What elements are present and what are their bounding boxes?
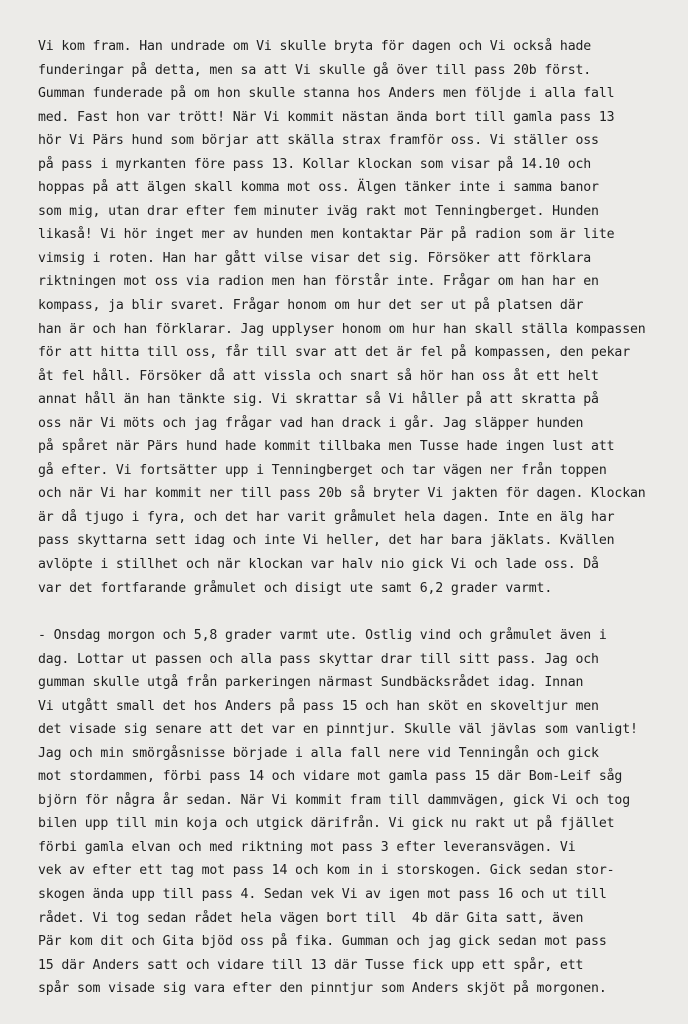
text-line: Pär kom dit och Gita bjöd oss på fika. Gumman och jag gick sedan mot pass [38, 934, 607, 950]
text-line: bilen upp till min koja och utgick därifrån. Vi gick nu rakt ut på fjället [38, 816, 615, 832]
text-line: björn för några år sedan. När Vi kommit fram till dammvägen, gick Vi och tog [38, 792, 631, 808]
text-line: var det fortfarande gråmulet och disigt ute samt 6,2 grader varmt. [38, 580, 553, 596]
text-line: mot stordammen, förbi pass 14 och vidare mot gamla pass 15 där Bom-Leif såg [38, 769, 623, 785]
paragraph-2 [38, 624, 664, 1001]
text-line: hoppas på att älgen skall komma mot oss. Älgen tänker inte i samma banor [38, 180, 599, 196]
text-line: avlöpte i stillhet och när klockan var halv nio gick Vi och lade oss. Då [38, 557, 599, 573]
text-line: kompass, ja blir svaret. Frågar honom om hur det ser ut på platsen där [38, 298, 584, 314]
text-line: det visade sig senare att det var en pinntjur. Skulle väl jävlas som vanligt! [38, 722, 638, 738]
text-line: förbi gamla elvan och med riktning mot pass 3 efter leveransvägen. Vi [38, 839, 576, 855]
text-line: rådet. Vi tog sedan rådet hela vägen bort till 4b där Gita satt, även [38, 910, 584, 926]
text-line: Jag och min smörgåsnisse började i alla fall nere vid Tenningån och gick [38, 745, 599, 761]
text-line: med. Fast hon var trött! När Vi kommit nästan ända bort till gamla pass 13 [38, 109, 615, 125]
text-line: - Onsdag morgon och 5,8 grader varmt ute. Ostlig vind och gråmulet även i [38, 628, 607, 643]
text-line: spår som visade sig vara efter den pinntjur som Anders skjöt på morgonen. [38, 981, 607, 997]
text-line: likaså! Vi hör inget mer av hunden men kontaktar Pär på radion som är lite [38, 227, 615, 243]
text-line: är då tjugo i fyra, och det har varit gråmulet hela dagen. Inte en älg har [38, 509, 615, 525]
text-line: vimsig i roten. Han har gått vilse visar det sig. Försöker att förklara [38, 250, 592, 266]
text-line: dag. Lottar ut passen och alla pass skyttar drar till sitt pass. Jag och [38, 651, 599, 667]
text-line: skogen ända upp till pass 4. Sedan vek Vi av igen mot pass 16 och ut till [38, 887, 607, 903]
text-line: gå efter. Vi fortsätter upp i Tenningberget och tar vägen ner från toppen [38, 462, 607, 478]
paragraph-1 [38, 35, 664, 600]
text-line: som mig, utan drar efter fem minuter iväg rakt mot Tenningberget. Hunden [38, 203, 599, 219]
text-line: oss när Vi möts och jag frågar vad han drack i går. Jag släpper hunden [38, 415, 584, 431]
text-line: på spåret när Pärs hund hade kommit tillbaka men Tusse hade ingen lust att [38, 439, 615, 455]
text-line: gumman skulle utgå från parkeringen närmast Sundbäcksrådet idag. Innan [38, 675, 584, 691]
text-line: funderingar på detta, men sa att Vi skulle gå över till pass 20b först. [38, 62, 592, 78]
text-line: Vi utgått small det hos Anders på pass 15 och han sköt en skoveltjur men [38, 698, 599, 714]
text-line: på pass i myrkanten före pass 13. Kollar klockan som visar på 14.10 och [38, 156, 592, 172]
text-line: riktningen mot oss via radion men han förstår inte. Frågar om han har en [38, 274, 599, 290]
text-line: och när Vi har kommit ner till pass 20b så bryter Vi jakten för dagen. Klockan [38, 486, 646, 502]
text-line: han är och han förklarar. Jag upplyser honom om hur han skall ställa kompassen [38, 321, 646, 337]
text-line: Gumman funderade på om hon skulle stanna hos Anders men följde i alla fall [38, 86, 615, 102]
text-line: 15 där Anders satt och vidare till 13 där Tusse fick upp ett spår, ett [38, 957, 584, 973]
text-line: annat håll än han tänkte sig. Vi skrattar så Vi håller på att skratta på [38, 392, 599, 408]
text-line: Vi kom fram. Han undrade om Vi skulle bryta för dagen och Vi också hade [38, 39, 592, 54]
text-line: hör Vi Pärs hund som börjar att skälla strax framför oss. Vi ställer oss [38, 133, 599, 149]
text-line: pass skyttarna sett idag och inte Vi heller, det har bara jäklats. Kvällen [38, 533, 615, 549]
text-line: åt fel håll. Försöker då att vissla och snart så hör han oss åt ett helt [38, 368, 599, 384]
text-line: för att hitta till oss, får till svar att det är fel på kompassen, den pekar [38, 345, 631, 361]
text-line: vek av efter ett tag mot pass 14 och kom in i storskogen. Gick sedan stor- [38, 863, 615, 879]
